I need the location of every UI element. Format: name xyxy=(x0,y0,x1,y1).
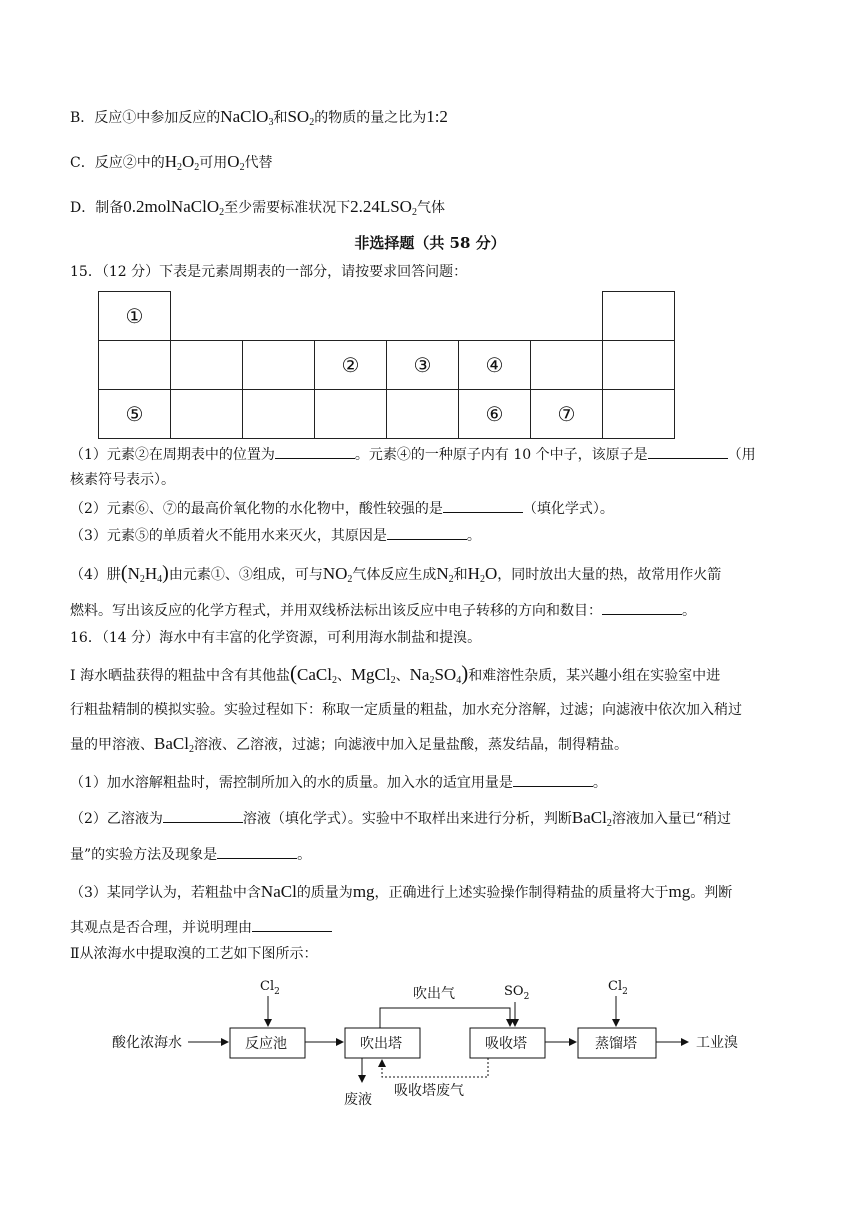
answer-blank[interactable] xyxy=(513,772,593,787)
q15-part3: （3）元素⑤的单质着火不能用水来灭火，其原因是 。 xyxy=(70,525,800,546)
flow-so2-label: $SO_2$ xyxy=(504,984,530,1002)
svg-text:吹出塔: 吹出塔 xyxy=(360,1036,402,1052)
section-title: 非选择题（共 58 分） xyxy=(354,234,506,252)
bromine-flow-diagram xyxy=(100,970,800,1120)
answer-blank[interactable] xyxy=(252,917,332,932)
q16-part3-cont: 其观点是否合理，并说明理由 xyxy=(70,917,800,938)
q15-part4: （4）肼$(N_2H_4)$由元素①、③组成，可与$NO_2$气体反应生成$N_2$和$H_2O$，同时放出大量的热，故常用作火箭 xyxy=(70,562,722,585)
answer-blank[interactable] xyxy=(275,444,355,459)
flow-output-label: 工业溴 xyxy=(696,1035,738,1051)
periodic-table xyxy=(98,291,675,439)
answer-blank[interactable] xyxy=(217,844,297,859)
q16-stem: 16．（14 分）海水中有丰富的化学资源，可利用海水制盐和提溴。 xyxy=(70,630,482,646)
flow-cl2-label-2: $Cl_2$ xyxy=(608,979,628,997)
pt-cell-4: ④ xyxy=(459,341,531,390)
q15-stem: 15．（12 分）下表是元素周期表的一部分，请按要求回答问题： xyxy=(70,264,468,280)
answer-blank[interactable] xyxy=(602,600,682,615)
q16-part2-cont: 量”的实验方法及现象是 。 xyxy=(70,844,800,865)
q15-part2: （2）元素⑥、⑦的最高价氧化物的水化物中，酸性较强的是 （填化学式）。 xyxy=(70,498,800,519)
q16-part3: （3）某同学认为，若粗盐中含NaCl的质量为mg，正确进行上述实验操作制得精盐的质量将大于mg。判断 xyxy=(70,882,733,901)
svg-text:蒸馏塔: 蒸馏塔 xyxy=(595,1036,637,1052)
q15-part1: （1）元素②在周期表中的位置为 。元素④的一种原子内有 10 个中子，该原子是 （用 xyxy=(70,444,800,465)
q16-intro-2: 行粗盐精制的模拟实验。实验过程如下：称取一定质量的粗盐，加水充分溶解，过滤；向滤液中依次加入稍过 xyxy=(70,702,742,718)
option-c: C．反应②中的$H_2O_2$可用$O_2$代替 xyxy=(70,152,273,173)
svg-text:吸收塔: 吸收塔 xyxy=(485,1036,527,1052)
option-d: D．制备0.2molNaClO$_2$至少需要标准状况下$2.24LSO_2$气体 xyxy=(70,197,445,218)
answer-blank[interactable] xyxy=(443,498,523,513)
flow-input-label: 酸化浓海水 xyxy=(112,1035,182,1051)
answer-blank[interactable] xyxy=(648,444,728,459)
pt-cell-5: ⑤ xyxy=(99,390,171,439)
pt-cell-2: ② xyxy=(315,341,387,390)
flow-absgas-label: 吸收塔废气 xyxy=(394,1083,464,1099)
flow-blowgas-label: 吹出气 xyxy=(413,986,455,1002)
pt-cell-6: ⑥ xyxy=(459,390,531,439)
q15-part1-cont: 核素符号表示）。 xyxy=(70,472,175,488)
q15-part4-cont: 燃料。写出该反应的化学方程式，并用双线桥法标出该反应中电子转移的方向和数目： 。 xyxy=(70,600,800,621)
pt-cell-1: ① xyxy=(99,292,171,341)
answer-blank[interactable] xyxy=(387,525,467,540)
svg-text:反应池: 反应池 xyxy=(245,1036,287,1052)
answer-blank[interactable] xyxy=(163,808,243,823)
q16-part2-heading: Ⅱ从浓海水中提取溴的工艺如下图所示： xyxy=(70,946,318,962)
flow-waste-label: 废液 xyxy=(344,1092,372,1108)
q16-part2: （2）乙溶液为 溶液（填化学式）。实验中不取样出来进行分析，判断BaCl$_2$溶液加入量已“稍过 xyxy=(70,808,732,829)
q16-part1: （1）加水溶解粗盐时，需控制所加入的水的质量。加入水的适宜用量是 。 xyxy=(70,772,800,793)
option-b: B．反应①中参加反应的NaClO$_3$和$SO_2$的物质的量之比为1:2 xyxy=(70,107,448,128)
q16-intro-1: I 海水晒盐获得的粗盐中含有其他盐(CaCl$_2$、MgCl$_2$、$Na_2SO_4$)和难溶性杂质，某兴趣小组在实验室中进 xyxy=(70,661,721,686)
pt-cell-7: ⑦ xyxy=(531,390,603,439)
pt-cell-noble xyxy=(603,292,675,341)
flow-cl2-label-1: $Cl_2$ xyxy=(260,979,280,997)
pt-cell-3: ③ xyxy=(387,341,459,390)
q16-intro-3: 量的甲溶液、BaCl$_2$溶液、乙溶液，过滤；向滤液中加入足量盐酸，蒸发结晶，制得精盐。 xyxy=(70,734,628,755)
